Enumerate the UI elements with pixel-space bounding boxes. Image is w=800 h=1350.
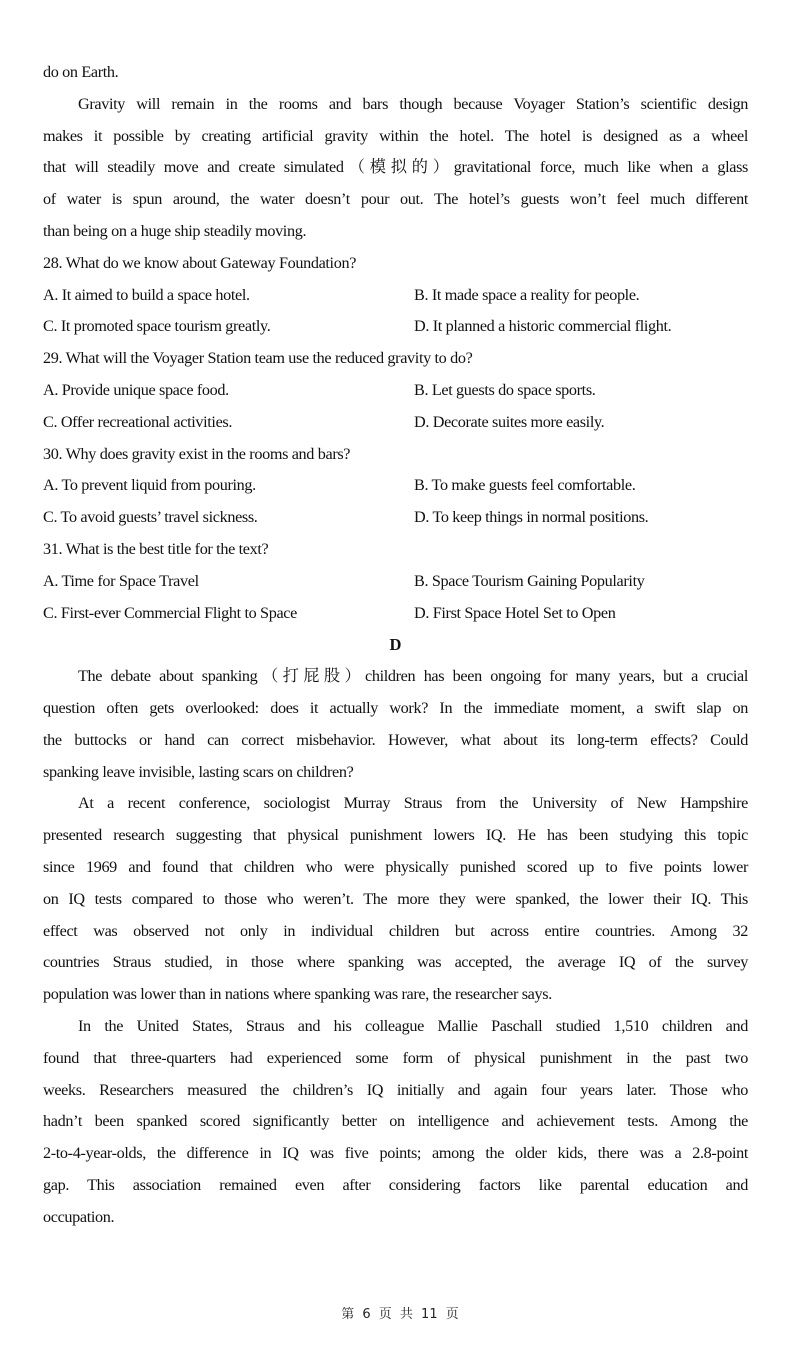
option-d: D. To keep things in normal positions. xyxy=(414,508,649,527)
options-row xyxy=(43,375,748,407)
question-29 xyxy=(43,343,748,438)
paragraph-line: found that three-quarters had experienced some form of physical punishment in the past two xyxy=(43,1048,748,1067)
option-a: A. To prevent liquid from pouring. xyxy=(43,476,256,495)
question-stem: 31. What is the best title for the text? xyxy=(43,539,269,558)
section-title: D xyxy=(389,635,402,655)
passage-d-paragraph-2 xyxy=(43,788,748,1011)
paragraph-line: The debate about spanking（打屁股）children has been ongoing for many years, but a crucial xyxy=(78,667,748,686)
option-d: D. Decorate suites more easily. xyxy=(414,412,605,431)
paragraph-line: gap. This association remained even after considering factors like parental education and xyxy=(43,1175,748,1194)
passage-c-paragraph xyxy=(43,89,748,248)
paragraph-line: of water is spun around, the water doesn’t pour out. The hotel’s guests won’t feel much different xyxy=(43,190,748,209)
paragraph-line: since 1969 and found that children who were physically punished scored up to five points lower xyxy=(43,857,748,876)
paragraph-line: In the United States, Straus and his colleague Mallie Paschall studied 1,510 children and xyxy=(78,1016,748,1035)
options-row xyxy=(43,407,748,439)
option-c: C. Offer recreational activities. xyxy=(43,412,233,431)
paragraph-line: on IQ tests compared to those who weren’t. The more they were spanked, the lower their IQ. This xyxy=(43,889,748,908)
paragraph-line: 2-to-4-year-olds, the difference in IQ was five points; among the older kids, there was a 2.8-point xyxy=(43,1144,748,1163)
options-row xyxy=(43,502,748,534)
paragraph-line: effect was observed not only in individual children but across entire countries. Among 32 xyxy=(43,921,748,940)
option-c: C. To avoid guests’ travel sickness. xyxy=(43,508,258,527)
paragraph-line: hadn’t been spanked scored significantly better on intelligence and achievement tests. Among the xyxy=(43,1112,748,1131)
passage-d-paragraph-3 xyxy=(43,1011,748,1234)
paragraph-line: makes it possible by creating artificial gravity within the hotel. The hotel is designed as a wheel xyxy=(43,126,748,145)
paragraph-line: Gravity will remain in the rooms and bars though because Voyager Station’s scientific design xyxy=(78,94,748,113)
option-d: D. First Space Hotel Set to Open xyxy=(414,603,616,622)
passage-c-tail-line: do on Earth. xyxy=(43,63,119,81)
question-stem: 30. Why does gravity exist in the rooms and bars? xyxy=(43,444,351,463)
passage-d-paragraph-1 xyxy=(43,661,748,788)
option-a: A. It aimed to build a space hotel. xyxy=(43,285,250,304)
paragraph-line: At a recent conference, sociologist Murray Straus from the University of New Hampshire xyxy=(78,794,748,813)
question-31 xyxy=(43,534,748,629)
paragraph-line: countries Straus studied, in those where spanking was accepted, the average IQ of the survey xyxy=(43,953,748,972)
options-row xyxy=(43,470,748,502)
paragraph-line: spanking leave invisible, lasting scars on children? xyxy=(43,762,354,781)
question-28 xyxy=(43,248,748,343)
option-b: B. Let guests do space sports. xyxy=(414,380,596,399)
paragraph-line: weeks. Researchers measured the children’s IQ initially and again four years later. Those who xyxy=(43,1080,748,1099)
option-b: B. Space Tourism Gaining Popularity xyxy=(414,571,645,590)
paragraph-line: question often gets overlooked: does it actually work? In the immediate moment, a swift slap on xyxy=(43,698,748,717)
paragraph-line: that will steadily move and create simulated（模拟的）gravitational force, much like when a glass xyxy=(43,158,748,177)
paragraph-line: occupation. xyxy=(43,1207,115,1226)
option-a: A. Provide unique space food. xyxy=(43,380,229,399)
exam-page xyxy=(43,57,748,1233)
option-c: C. First-ever Commercial Flight to Space xyxy=(43,603,297,622)
options-row xyxy=(43,311,748,343)
question-30 xyxy=(43,439,748,534)
question-stem: 28. What do we know about Gateway Foundation? xyxy=(43,253,357,272)
options-row xyxy=(43,280,748,312)
paragraph-line: presented research suggesting that physical punishment lowers IQ. He has been studying this topic xyxy=(43,826,748,845)
paragraph-line: than being on a huge ship steadily moving. xyxy=(43,221,307,240)
options-row xyxy=(43,566,748,598)
options-row xyxy=(43,598,748,630)
option-a: A. Time for Space Travel xyxy=(43,571,199,590)
option-d: D. It planned a historic commercial flight. xyxy=(414,317,672,336)
option-b: B. It made space a reality for people. xyxy=(414,285,640,304)
question-stem: 29. What will the Voyager Station team use the reduced gravity to do? xyxy=(43,349,473,368)
page-number-footer: 第 6 页 共 11 页 xyxy=(341,1307,459,1322)
paragraph-line: population was lower than in nations where spanking was rare, the researcher says. xyxy=(43,985,552,1004)
option-b: B. To make guests feel comfortable. xyxy=(414,476,636,495)
option-c: C. It promoted space tourism greatly. xyxy=(43,317,271,336)
paragraph-line: the buttocks or hand can correct misbehavior. However, what about its long-term effects? Could xyxy=(43,730,748,749)
